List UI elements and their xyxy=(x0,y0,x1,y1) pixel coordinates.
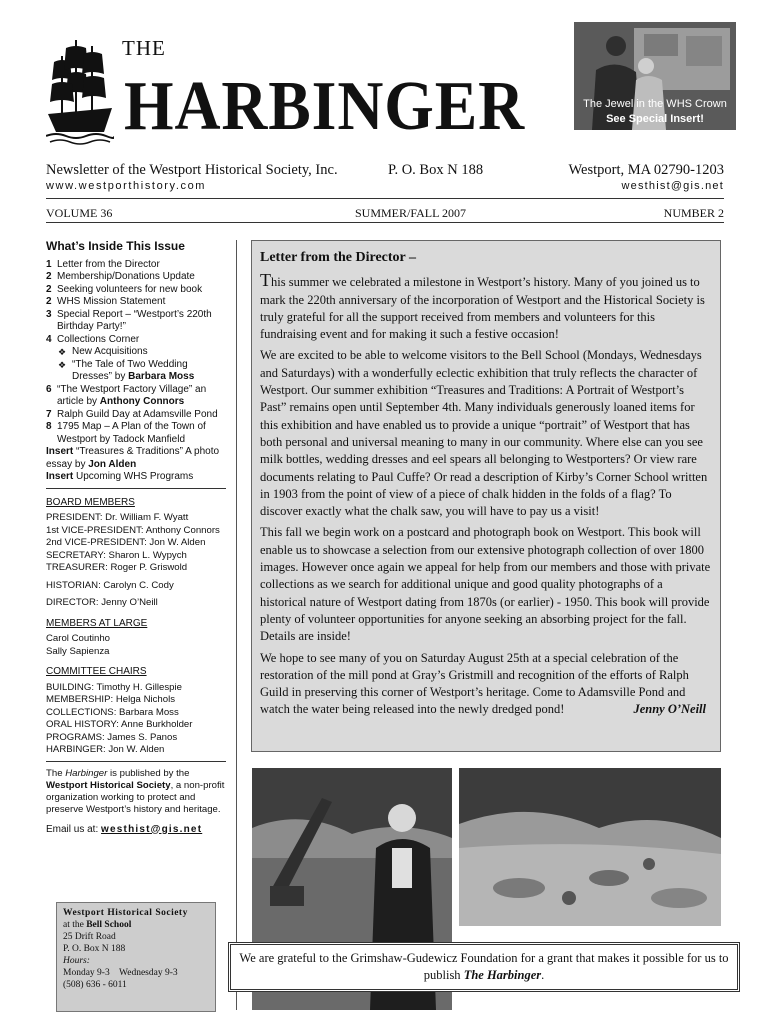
committee-chair: MEMBERSHIP: Helga Nichols xyxy=(46,694,176,705)
letter-paragraph: We hope to see many of you on Saturday August 25th at a special celebration of the restoration of the mill pond at Gray’s Gristmill and recognition of the efforts of Ralph Guild in preserving this corner of Westport’s heritage. Come to Adamsville Pond and watch the water being released into the newly dredged pond! Jenny O’Neill xyxy=(260,650,712,719)
toc-item[interactable]: 4 Collections Corner xyxy=(46,333,140,345)
toc-insert[interactable]: Insert Upcoming WHS Programs xyxy=(46,471,194,482)
grant-acknowledgement: We are grateful to the Grimshaw-Gudewicz Foundation for a grant that makes it possible for us to publish The Harbinger. xyxy=(228,942,740,992)
toc-item[interactable]: 2 Seeking volunteers for new book xyxy=(46,283,203,295)
photo-dredged-pond xyxy=(459,768,721,926)
divider xyxy=(46,198,724,199)
featured-photo xyxy=(574,22,736,130)
board-heading: BOARD MEMBERS xyxy=(46,496,135,508)
toc-item[interactable]: 3 Special Report – “Westport’s 220th Birthday Party!” xyxy=(46,308,212,332)
po-box: P. O. Box N 188 xyxy=(388,162,484,178)
masthead-the: THE xyxy=(122,36,166,60)
letter-paragraph: This summer we celebrated a milestone in Westport’s history. Many of you joined us to mark the 220th anniversary of the incorporation of Westport and the Historical Society is truly grateful for all the support received from members and volunteers for this fundraising event and for making it such a festive occasion! xyxy=(260,270,705,342)
committee-chair: HARBINGER: Jon W. Alden xyxy=(46,744,165,755)
committee-chair: PROGRAMS: James S. Panos xyxy=(46,731,178,743)
email-us-link[interactable]: westhist@gis.net xyxy=(101,823,203,835)
board-member: TREASURER: Roger P. Griswold xyxy=(46,562,188,573)
member-at-large: Sally Sapienza xyxy=(46,645,110,657)
members-at-large-heading: MEMBERS AT LARGE xyxy=(46,617,148,629)
toc-subitem[interactable]: ❖ “The Tale of Two Wedding Dresses” by Barbara Moss xyxy=(58,358,195,382)
committee-chairs-heading: COMMITTEE CHAIRS xyxy=(46,666,147,677)
season-label: SUMMER/FALL 2007 xyxy=(355,206,467,220)
toc-item[interactable]: 1 Letter from the Director xyxy=(46,258,160,270)
toc-item[interactable]: 2 Membership/Donations Update xyxy=(46,271,195,282)
divider xyxy=(46,222,724,223)
number-label: NUMBER 2 xyxy=(663,206,724,220)
toc-subitem[interactable]: ❖ New Acquisitions xyxy=(58,346,148,357)
sailing-ship-logo xyxy=(46,36,114,148)
photo-caption-line2: See Special Insert! xyxy=(606,113,704,125)
sidebar xyxy=(46,240,226,836)
newsletter-tagline: Newsletter of the Westport Historical Society, Inc. xyxy=(46,162,338,178)
about-text: The Harbinger is published by the Westport Historical Society, a non-profit organization working to protect and preserve Westport’s history and heritage. xyxy=(46,767,225,815)
toc-heading: What’s Inside This Issue xyxy=(46,239,185,253)
society-address: Westport Historical Society at the Bell School 25 Drift Road P. O. Box N 188 Hours: Monday 9-3 Wednesday 9-3 (508) 636 - 6011 xyxy=(56,902,216,1012)
email-link[interactable]: westhist@gis.net xyxy=(621,180,724,192)
table-of-contents xyxy=(46,259,226,484)
letter-paragraph: This fall we begin work on a postcard and photograph book on Westport. This book will enable us to showcase a selection from our extensive photograph collection of over 1800 images. However once again we appeal for help from our members and those with private collections as we search for additional unique and good quality photographs of a historical nature of Westport dating from 1870s (or earlier) - 1950. This book will provide plenty of volunteer opportunities for anyone seeking an absorbing project for the fall. Details are inside! xyxy=(260,525,711,644)
email-us: Email us at: westhist@gis.net xyxy=(46,823,203,835)
committee-chair: ORAL HISTORY: Anne Burkholder xyxy=(46,719,193,730)
diamond-bullet-icon: ❖ xyxy=(58,347,67,357)
diamond-bullet-icon: ❖ xyxy=(58,359,67,370)
board-member: PRESIDENT: Dr. William F. Wyatt xyxy=(46,512,189,523)
volume-label: VOLUME 36 xyxy=(46,206,113,220)
city-address: Westport, MA 02790-1203 xyxy=(568,162,724,178)
board-member: 2nd VICE-PRESIDENT: Jon W. Alden xyxy=(46,537,206,548)
photo-caption-line1: The Jewel in the WHS Crown xyxy=(583,98,727,110)
director: DIRECTOR: Jenny O’Neill xyxy=(46,597,158,608)
divider xyxy=(46,761,226,762)
toc-item[interactable]: 2 WHS Mission Statement xyxy=(46,296,166,307)
column-divider xyxy=(236,240,237,1010)
committee-chair: BUILDING: Timothy H. Gillespie xyxy=(46,681,182,693)
toc-item[interactable]: 8 1795 Map – A Plan of the Town of Westport by Tadock Manfield xyxy=(46,421,206,445)
masthead-title: HARBINGER xyxy=(124,68,526,145)
website-link[interactable]: www.westporthistory.com xyxy=(46,180,207,192)
toc-item[interactable]: 7 Ralph Guild Day at Adamsville Pond xyxy=(46,408,218,420)
signature: Jenny O’Neill xyxy=(633,702,706,717)
historian: HISTORIAN: Carolyn C. Cody xyxy=(46,579,174,591)
toc-insert[interactable]: Insert “Treasures & Traditions” A photo essay by Jon Alden xyxy=(46,446,220,470)
board-member: 1st VICE-PRESIDENT: Anthony Connors xyxy=(46,524,220,536)
letter-heading: Letter from the Director – xyxy=(260,250,417,265)
director-letter xyxy=(251,240,721,752)
photo-illustration xyxy=(459,768,721,926)
divider xyxy=(46,488,226,489)
committee-chair: COLLECTIONS: Barbara Moss xyxy=(46,706,179,718)
member-at-large: Carol Coutinho xyxy=(46,633,110,644)
board-member: SECRETARY: Sharon L. Wypych xyxy=(46,549,187,561)
toc-item[interactable]: 6 “The Westport Factory Village” an article by Anthony Connors xyxy=(46,383,207,407)
letter-paragraph: We are excited to be able to welcome visitors to the Bell School (Mondays, Wednesdays and Saturdays) with a wonderfully eclectic exhibition that truly reflects the character of Westport. Our summer exhibition “Treasures and Traditions: A Portrait of Westport’s Past” remains open until September 4th. Many individuals generously loaned items for this exhibition and have enabled us to provide a unique “portrait” of Westport that has both personal and universal meaning to many in our community. Where else can you see milk bottles, wedding dresses and eel spears all belonging to Westporters? Or view rare documents relating to Paul Cuffe? Or read a description of Kirby’s Corner School written in 1903 from the point of view of a piece of chalk hidden in the folds of a flag? To discover exactly what the chalk saw, you will have to pay us a visit! xyxy=(260,348,708,519)
